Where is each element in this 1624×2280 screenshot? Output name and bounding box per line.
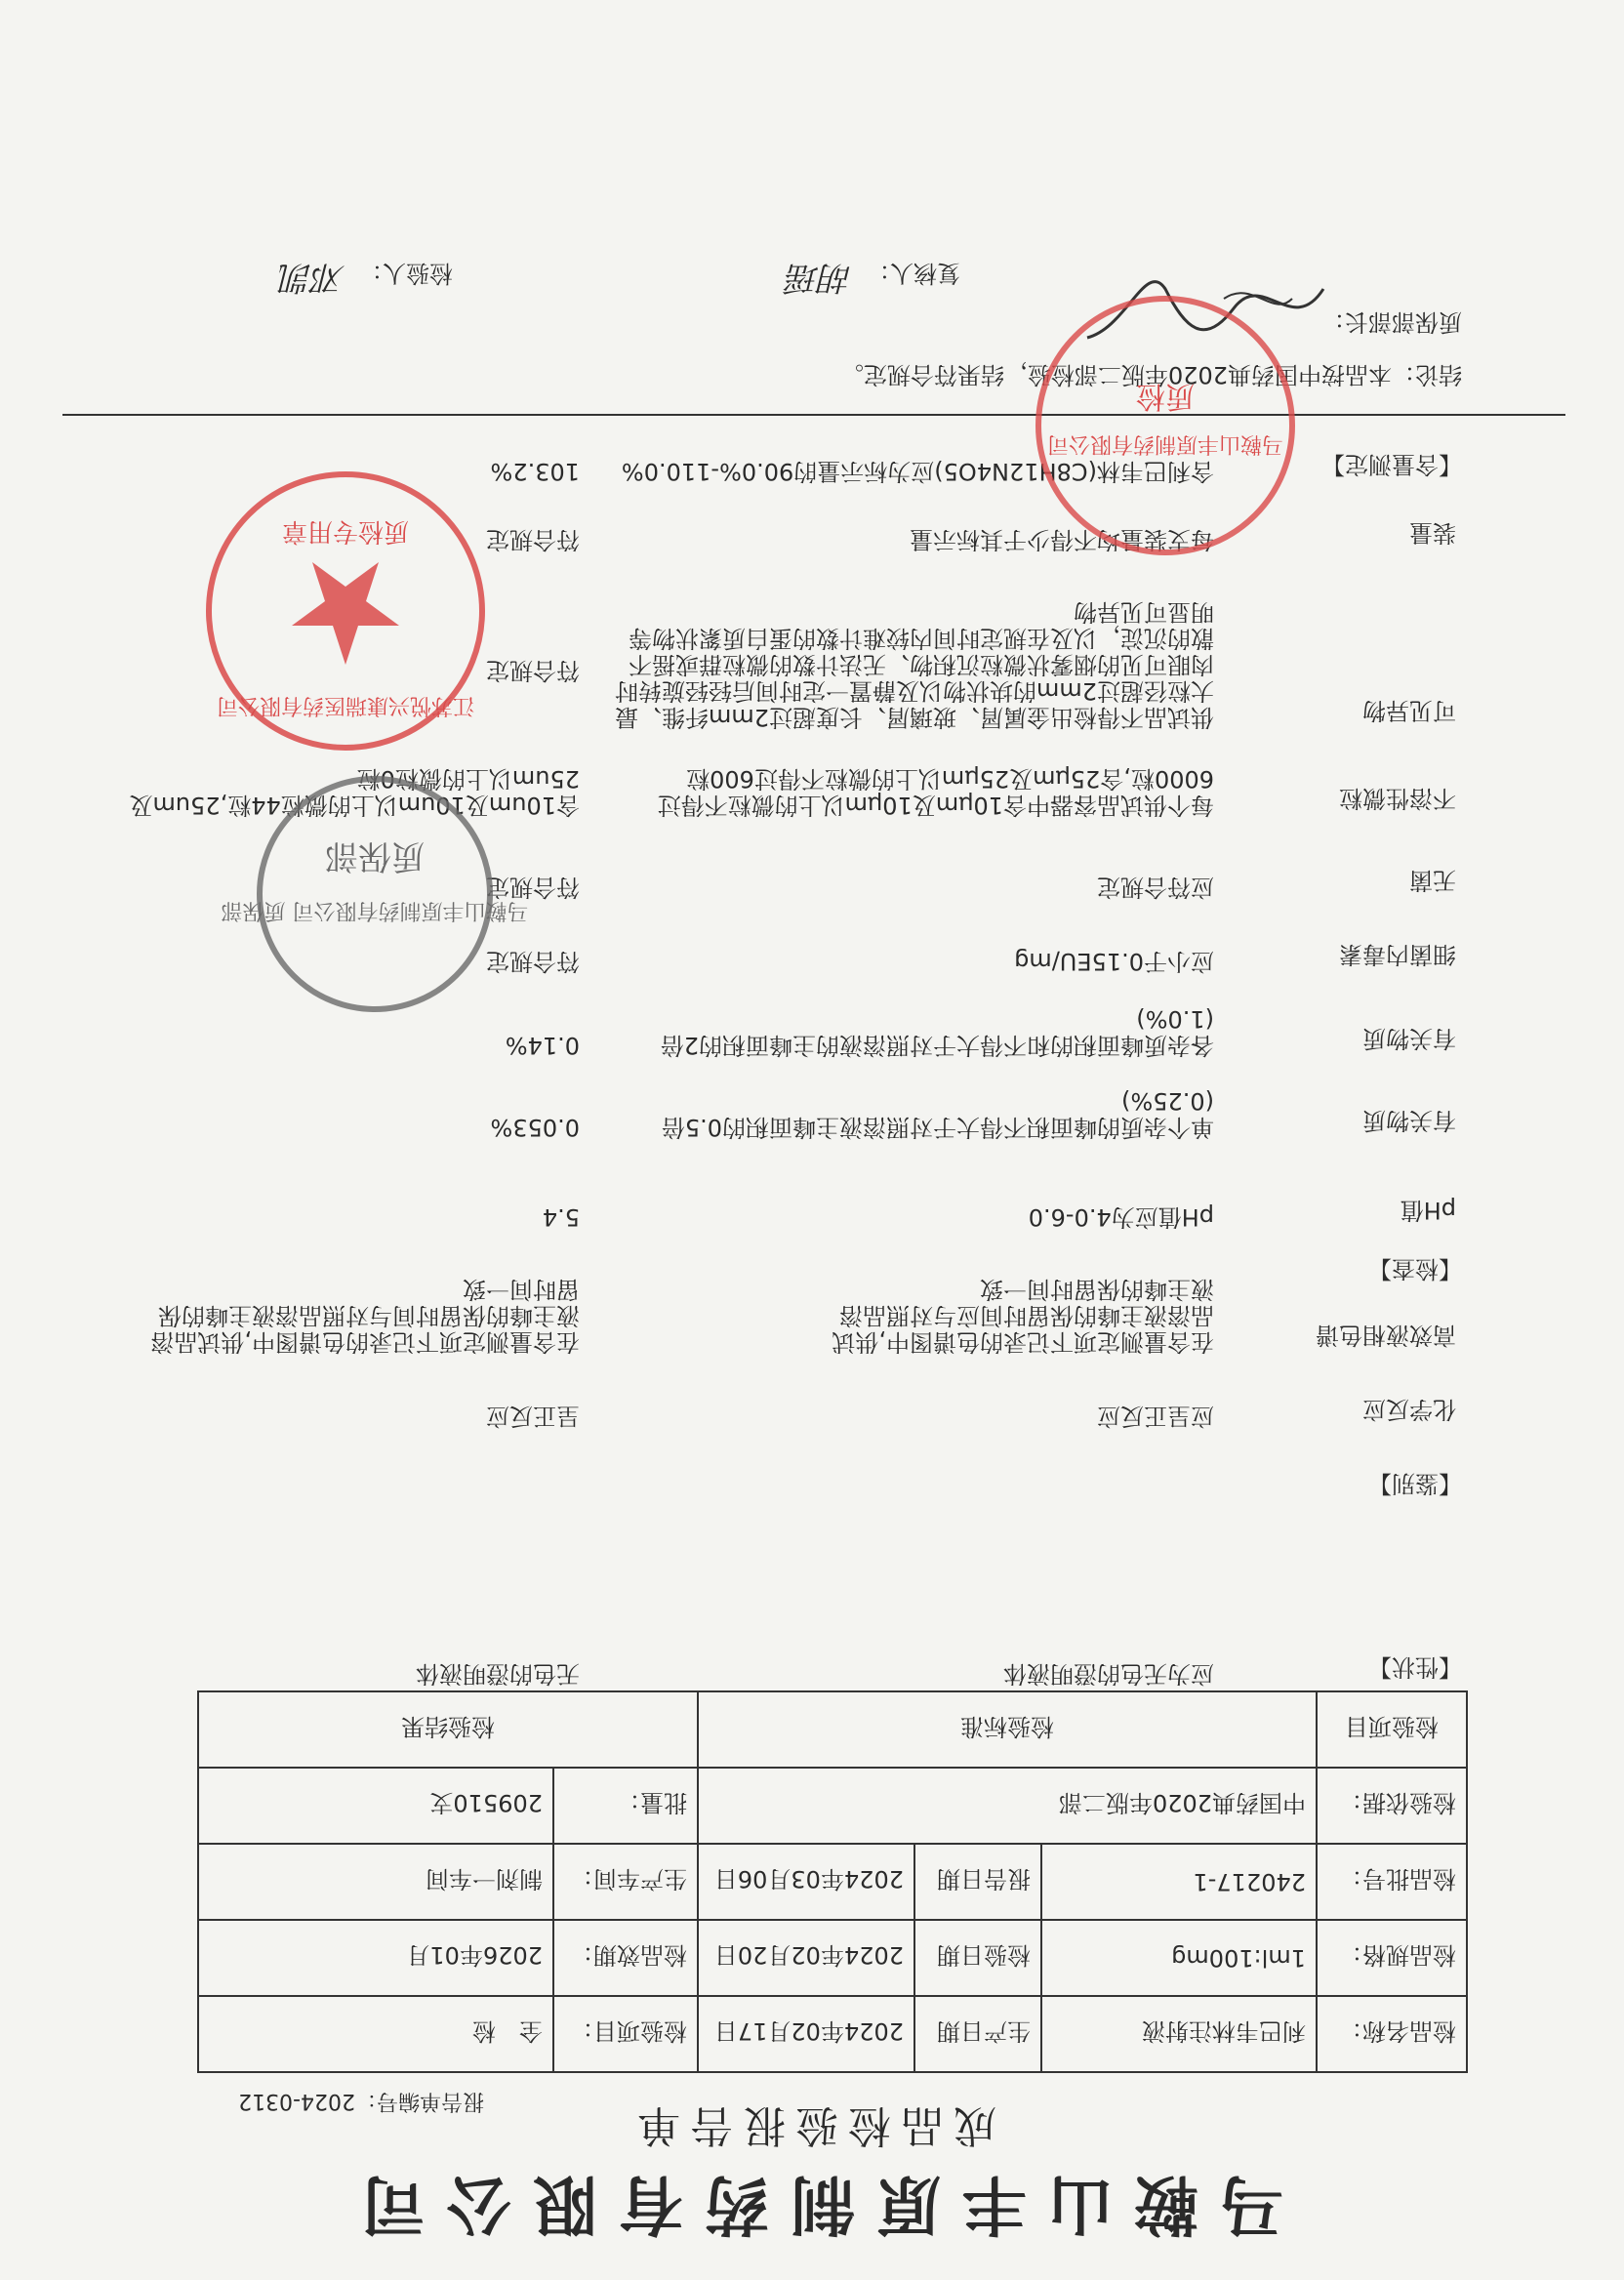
batch-label: 检品批号： xyxy=(1317,1844,1467,1920)
ph-item: pH值 xyxy=(1400,1197,1456,1224)
expiry-value: 2026年01月 xyxy=(198,1920,553,1996)
divider xyxy=(62,414,1565,416)
spec-label: 检品规格： xyxy=(1317,1920,1467,1996)
qa-head-label: 质保部部长： xyxy=(1321,308,1462,336)
loading-result: 符合规定 xyxy=(486,526,580,553)
basis-value: 中国药典2020年版二部 xyxy=(698,1768,1317,1844)
ma-red-stamp-text: 马鞍山丰原制药有限公司 xyxy=(1046,431,1284,456)
related2-standard: 各杂质峰面积的和不得大于对照溶液的主峰面积的2倍(1.0%) xyxy=(660,1005,1214,1059)
workshop-label: 生产车间： xyxy=(553,1844,698,1920)
report-number-label: 报告单编号： xyxy=(354,2089,484,2113)
section-inspection: 【检查】 xyxy=(1368,1255,1462,1282)
info-row xyxy=(198,1844,1467,1920)
product-name-label: 检品名称： xyxy=(1317,1996,1467,2072)
sterility-item: 无菌 xyxy=(1409,867,1456,894)
related1-standard: 单个杂质的峰面积不得大于对照溶液主峰面积的0.5倍(0.25%) xyxy=(661,1087,1214,1141)
particles-result: 含10um及10um以上的微粒44粒,25um及25um以上的微粒0粒 xyxy=(129,765,580,819)
sterility-standard: 应符合规定 xyxy=(1097,874,1214,901)
product-name: 利巴韦林注射液 xyxy=(1041,1996,1317,2072)
ma-red-stamp-bottom: 质检 xyxy=(1136,379,1195,413)
inspector-label: 检验人： xyxy=(359,260,453,287)
endotoxin-standard: 应小于0.15EU/mg xyxy=(1014,948,1214,975)
section-identification: 【鉴别】 xyxy=(1368,1470,1462,1497)
report-number-value: 2024-0312 xyxy=(238,2089,355,2113)
quantity-label: 批量： xyxy=(553,1768,698,1844)
workshop-value: 制剂一车间 xyxy=(198,1844,553,1920)
sterility-result: 符合规定 xyxy=(486,874,580,901)
test-items-label: 检验项目： xyxy=(553,1996,698,2072)
info-row xyxy=(198,1920,1467,1996)
batch-value: 240217-1 xyxy=(1041,1844,1317,1920)
ph-result: 5.4 xyxy=(542,1203,580,1231)
info-header-row xyxy=(198,1691,1467,1768)
production-date-label: 生产日期 xyxy=(914,1996,1041,2072)
section-character: 【性状】 xyxy=(1368,1653,1462,1681)
company-title: 马鞍山丰原制药有限公司 xyxy=(340,2167,1284,2243)
jiangsu-stamp-text: 江苏悦兴康瑞医药有限公司 xyxy=(216,693,475,717)
character-standard: 应为无色的澄明液体 xyxy=(1003,1660,1214,1688)
report-date: 2024年03月06日 xyxy=(698,1844,914,1920)
info-table xyxy=(197,1690,1468,2073)
report-subtitle: 成品检验报告单 xyxy=(628,2100,996,2150)
particles-standard: 每个供试品容器中含10μm及10μm以上的微粒不得过6000粒,含25μm及25μm以上的微粒不得过600粒 xyxy=(657,765,1214,819)
chemical-result: 呈正反应 xyxy=(486,1403,580,1430)
section-assay: 【含量测定】 xyxy=(1321,451,1462,478)
production-date: 2024年02月17日 xyxy=(698,1996,914,2072)
report-date-label: 报告日期 xyxy=(914,1844,1041,1920)
ph-standard: pH值应为4.0-6.0 xyxy=(1028,1203,1214,1231)
basis-label: 检验依据： xyxy=(1317,1768,1467,1844)
related2-result: 0.14% xyxy=(505,1032,580,1059)
endotoxin-item: 细菌内毒素 xyxy=(1339,941,1456,968)
qa-stamp-bottom: 质保部 xyxy=(325,836,425,875)
loading-standard: 每支装量均不得少于其标示量 xyxy=(910,526,1214,553)
info-row xyxy=(198,1768,1467,1844)
reviewer-label: 复核人： xyxy=(867,260,960,287)
info-row xyxy=(198,1996,1467,2072)
col-result-header: 检验结果 xyxy=(198,1691,698,1768)
chemical-standard: 应呈正反应 xyxy=(1097,1403,1214,1430)
reviewer-signature: 胡瑶 xyxy=(787,258,853,297)
expiry-label: 检品效期： xyxy=(553,1920,698,1996)
report-number xyxy=(238,2088,484,2118)
qa-head-signature xyxy=(1077,250,1331,357)
jiangsu-stamp-bottom: 质检专用章 xyxy=(281,516,410,546)
conclusion: 结论：本品按中国药典2020年版二部检验，结果符合规定。 xyxy=(839,361,1462,388)
assay-standard: 含利巴韦林(C8H12N4O5)应为标示量的90.0%-110.0% xyxy=(621,458,1214,485)
test-date-label: 检验日期 xyxy=(914,1920,1041,1996)
assay-result: 103.2% xyxy=(490,458,580,485)
col-item-header: 检验项目 xyxy=(1317,1691,1467,1768)
related2-item: 有关物质 xyxy=(1362,1025,1456,1052)
test-items: 全 检 xyxy=(198,1996,553,2072)
inspector-signature: 邓凯 xyxy=(279,258,345,297)
jiangsu-stamp xyxy=(199,465,492,757)
visible-item: 可见异物 xyxy=(1362,697,1456,724)
spec-value: 1ml:100mg xyxy=(1041,1920,1317,1996)
hplc-item: 高效液相色谱 xyxy=(1316,1322,1456,1349)
particles-item: 不溶性微粒 xyxy=(1339,785,1456,812)
qa-stamp-text: 马鞍山丰原制药有限公司 质保部 xyxy=(221,898,529,922)
visible-standard: 供试品不得检出金属屑、玻璃屑、长度超过2mm纤维、最大粒径超过2mm的块状物以及静置一定时间后轻轻旋转时肉眼可见的烟雾状微粒沉积物、无法计数的微粒群或摇不散的沉淀，以及在规定时间内较难计数的蛋白质絮状物等明显可见异物 xyxy=(614,598,1214,731)
endotoxin-result: 符合规定 xyxy=(486,948,580,975)
hplc-result: 在含量测定项下记录的色谱图中,供试品溶液主峰的保留时间与对照品溶液主峰的保留时间一致 xyxy=(150,1276,580,1356)
related1-item: 有关物质 xyxy=(1362,1107,1456,1134)
related1-result: 0.053% xyxy=(490,1114,580,1141)
chemical-item: 化学反应 xyxy=(1362,1396,1456,1423)
visible-result: 符合规定 xyxy=(486,657,580,684)
hplc-standard: 在含量测定项下记录的色谱图中,供试品溶液主峰的保留时间应与对照品溶液主峰的保留时间一致 xyxy=(832,1276,1214,1356)
col-standard-header: 检验标准 xyxy=(698,1691,1317,1768)
loading-item: 装量 xyxy=(1409,519,1456,547)
quantity-value: 209510支 xyxy=(198,1768,553,1844)
character-result: 无色的澄明液体 xyxy=(416,1660,580,1688)
test-date: 2024年02月20日 xyxy=(698,1920,914,1996)
